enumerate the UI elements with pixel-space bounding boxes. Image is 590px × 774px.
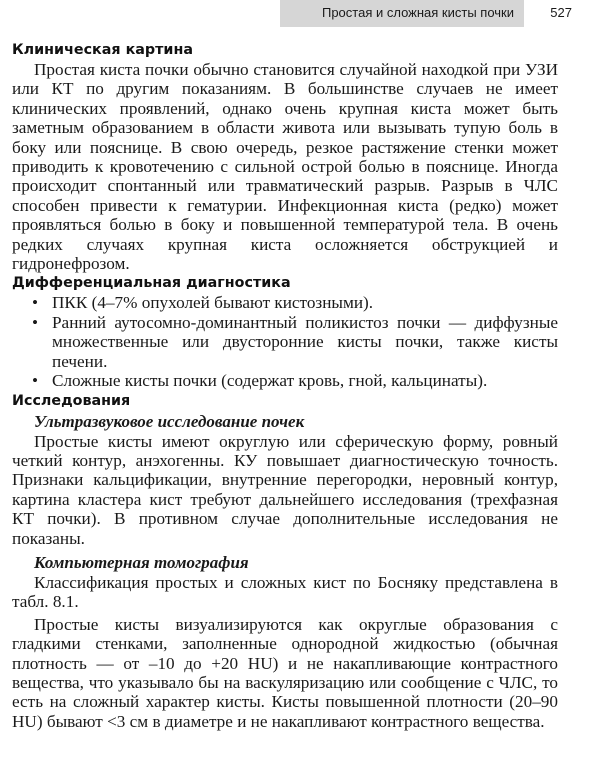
header-divider [524, 0, 526, 27]
list-item-text: Сложные кисты почки (содержат кровь, гной, кальцинаты). [52, 371, 488, 391]
page-body [12, 40, 558, 731]
differential-list [12, 293, 558, 390]
page-number: 527 [550, 5, 572, 20]
heading-investigations: Исследования [12, 392, 131, 409]
bullet-icon: • [32, 312, 39, 332]
list-item [32, 312, 558, 371]
heading-clinical: Клиническая картина [12, 42, 193, 58]
bullet-icon: • [32, 371, 39, 391]
list-item-text: Ранний аутосомно-доминантный поликистоз почки — диффузные множественные или двусторонние кисты почки, также кисты печени. [52, 312, 558, 371]
paragraph-clinical: Простая киста почки обычно становится случайной находкой при УЗИ или КТ по другим показаниям. В большинстве случаев не имеет клинических проявлений, однако очень крупная киста может быть заметным образованием в области живота или вызывать тупую боль в боку или пояснице. В свою очередь, резкое растяжение стенки может приводить к кровотечению с сильной острой болью в пояснице. Иногда происходит спонтанный или травматический разрыв. Разрыв в ЧЛС способен привести к гематурии. Инфекционная киста (редко) может проявляться болью в боку и повышенной температурой тела. В очень редких случаях крупная киста осложняется обструкцией и гидронефрозом. [12, 60, 558, 274]
list-item [32, 371, 558, 391]
running-header [0, 0, 590, 27]
list-item-text: ПКК (4–7% опухолей бывают кистозными). [52, 293, 374, 313]
heading-differential: Дифференциальная диагностика [12, 275, 291, 292]
bullet-icon: • [32, 293, 39, 313]
running-title: Простая и сложная кисты почки [321, 5, 514, 20]
paragraph-ultrasound: Простые кисты имеют округлую или сферическую форму, ровный четкий контур, анэхогенны. КУ повышает диагностическую точность. Признаки кальцификации, внутренние перегородки, неровный контур, картина кластера кист требуют дальнейшего исследования (трехфазная КТ почки). В противном случае дополнительные исследования не показаны. [12, 431, 558, 548]
paragraph-ct-simple-cysts: Простые кисты визуализируются как округлые образования с гладкими стенками, заполненные однородной жидкостью (обычная плотность — от –10 до +20 HU) и не накапливающие контрастного вещества, что указывало бы на васкуляризацию или сообщение с ЧЛС, то есть на сложный характер кисты. Кисты повышенной плотности (20–90 HU) бывают <3 см в диаметре и не накапливают контрастного вещества. [12, 614, 558, 731]
subheading-ultrasound: Ультразвуковое исследование почек [34, 411, 305, 431]
paragraph-ct-classification: Классификация простых и сложных кист по Босняку представлена в табл. 8.1. [12, 572, 558, 612]
subheading-ct: Компьютерная томография [34, 552, 249, 572]
list-item [32, 293, 558, 313]
